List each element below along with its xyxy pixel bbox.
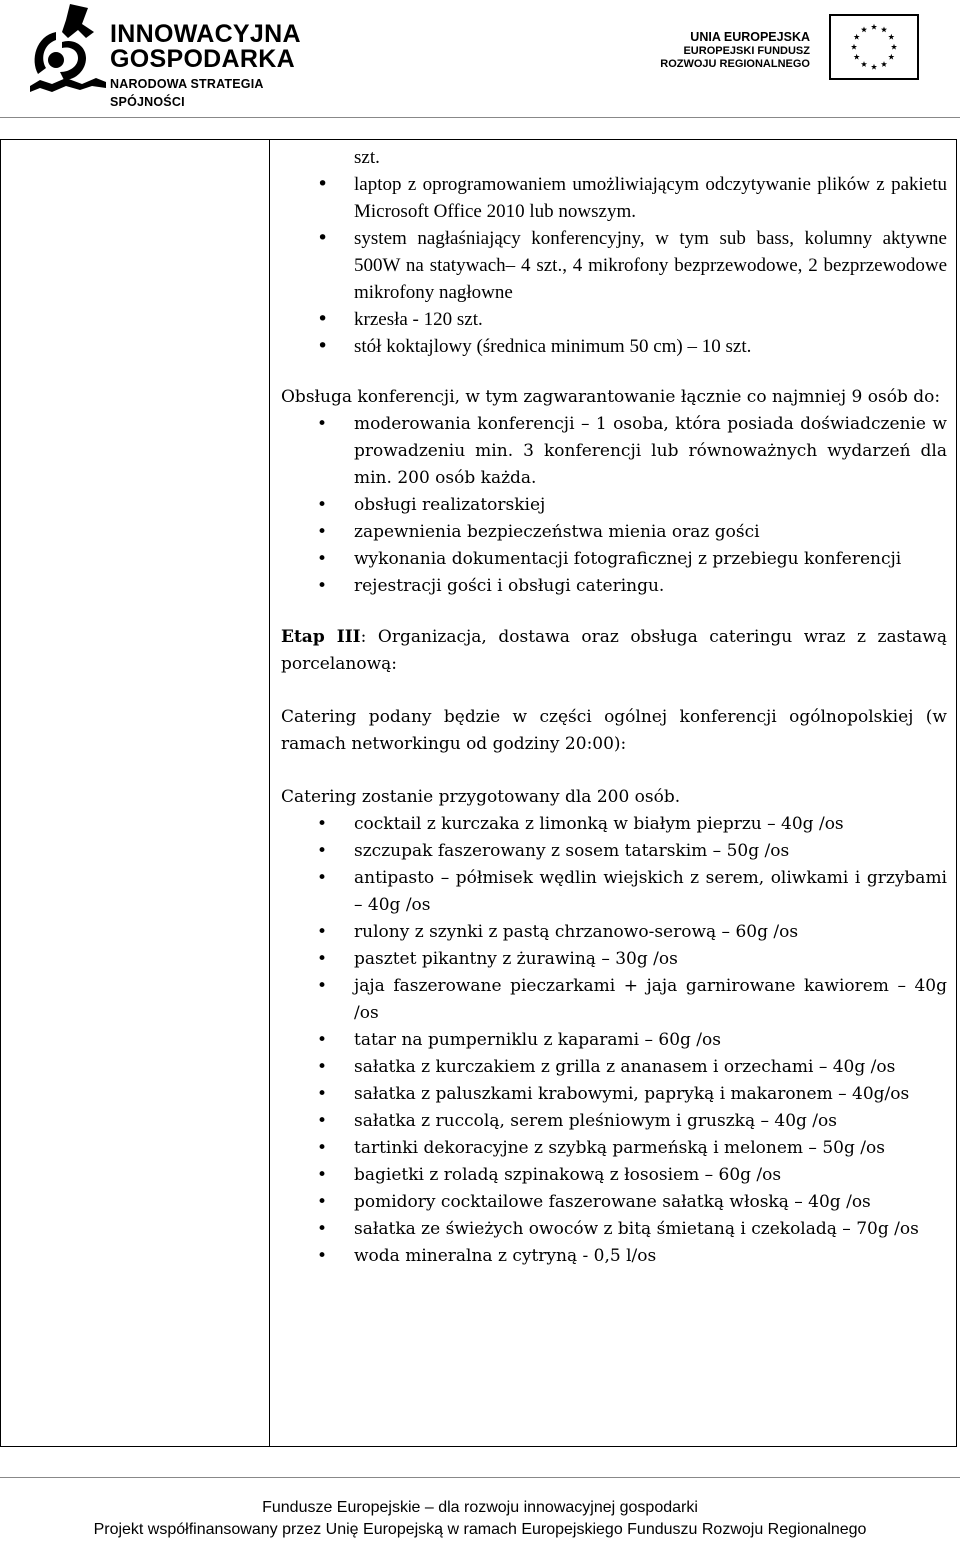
eu-line-unia: UNIA EUROPEJSKA [690, 30, 810, 44]
eu-line-rozwoju: ROZWOJU REGIONALNEGO [660, 58, 810, 70]
list-item: • antipasto – półmisek wędlin wiejskich z serem, oliwkami i grzybami – 40g /os [281, 865, 947, 919]
eu-star-icon [854, 34, 860, 40]
list-item: • tartinki dekoracyjne z szybką parmeńską i melonem – 50g /os [281, 1135, 947, 1162]
footer-line-cofinancing: Projekt współfinansowany przez Unię Europejską w ramach Europejskiego Funduszu Rozwoju Regionalnego [93, 1521, 867, 1538]
list-item: • zapewnienia bezpieczeństwa mienia oraz gości [281, 519, 947, 546]
eu-star-icon [854, 54, 860, 60]
logo-line-gospodarka: GOSPODARKA [110, 45, 295, 73]
eu-star-icon [888, 34, 894, 40]
menu-list [281, 811, 947, 1270]
eu-star-icon [861, 26, 867, 32]
list-item: • sałatka ze świeżych owoców z bitą śmietaną i czekoladą – 70g /os [281, 1216, 947, 1243]
specification-content [281, 144, 947, 1270]
eu-line-fundusz: EUROPEJSKI FUNDUSZ [683, 45, 810, 57]
list-item: • bagietki z roladą szpinakową z łososiem – 60g /os [281, 1162, 947, 1189]
eu-star-icon [871, 24, 877, 30]
eu-flag-icon [829, 14, 919, 80]
catering-scope: Catering podany będzie w części ogólnej konferencji ogólnopolskiej (w ramach networkingu od godziny 20:00): [281, 707, 947, 754]
list-item: • pasztet pikantny z żurawiną – 30g /os [281, 946, 947, 973]
page-footer [0, 1497, 960, 1541]
logo-line-innowacyjna: INNOWACYJNA [110, 20, 301, 48]
list-item: • szczupak faszerowany z sosem tatarskim – 50g /os [281, 838, 947, 865]
list-item: • moderowania konferencji – 1 osoba, która posiada doświadczenie w prowadzeniu min. 3 konferencji lub równoważnych wydarzeń dla min. 200 osób każda. [281, 411, 947, 492]
footer-line-funds: Fundusze Europejskie – dla rozwoju innowacyjnej gospodarki [262, 1499, 698, 1516]
innowacyjna-gospodarka-logo [26, 2, 316, 109]
innowacyjna-gospodarka-emblem-icon [26, 2, 110, 94]
list-item: • sałatka z kurczakiem z grilla z ananasem i orzechami – 40g /os [281, 1054, 947, 1081]
list-item: • system nagłaśniający konferencyjny, w tym sub bass, kolumny aktywne 500W na statywach– 4 szt., 4 mikrofony bezprzewodowe, 2 bezprzewodowe mikrofony nagłowne [281, 225, 947, 306]
list-item: • laptop z oprogramowaniem umożliwiającym odczytywanie plików z pakietu Microsoft Office 2010 lub nowszym. [281, 171, 947, 225]
list-item: • rejestracji gości i obsługi cateringu. [281, 573, 947, 600]
page-header [0, 0, 960, 109]
list-item: • sałatka z paluszkami krabowymi, papryką i makaronem – 40g/os [281, 1081, 947, 1108]
equipment-list [281, 171, 947, 360]
list-item: • krzesła - 120 szt. [281, 306, 947, 333]
eu-wordmark [660, 30, 810, 71]
list-item: • tatar na pumperniklu z kaparami – 60g /os [281, 1027, 947, 1054]
eu-star-icon [891, 44, 897, 50]
innowacyjna-gospodarka-wordmark [110, 22, 316, 111]
list-item: • sałatka z ruccolą, serem pleśniowym i gruszką – 40g /os [281, 1108, 947, 1135]
eu-star-icon [888, 54, 894, 60]
list-item: • pomidory cocktailowe faszerowane sałatką włoską – 40g /os [281, 1189, 947, 1216]
logo-line-strategia: NARODOWA STRATEGIA SPÓJNOŚCI [110, 77, 264, 109]
header-divider [0, 117, 960, 118]
catering-count: Catering zostanie przygotowany dla 200 osób. [281, 787, 681, 807]
eu-star-icon [881, 61, 887, 67]
list-item: • obsługi realizatorskiej [281, 492, 947, 519]
eu-star-icon [851, 44, 857, 50]
eu-star-icon [871, 64, 877, 70]
list-item: • woda mineralna z cytryną - 0,5 l/os [281, 1243, 947, 1270]
list-item: • jaja faszerowane pieczarkami + jaja garnirowane kawiorem – 40g /os [281, 973, 947, 1027]
eu-efrr-logo [660, 14, 930, 84]
list-item: • stół koktajlowy (średnica minimum 50 cm) – 10 szt. [281, 333, 947, 360]
eu-star-icon [881, 26, 887, 32]
footer-divider [0, 1477, 960, 1478]
staff-list [281, 411, 947, 600]
stage-label: Etap III [281, 627, 361, 647]
list-item: • cocktail z kurczaka z limonką w białym pieprzu – 40g /os [281, 811, 947, 838]
stage-text: : Organizacja, dostawa oraz obsługa cateringu wraz z zastawą porcelanową: [281, 627, 947, 674]
stage-heading [281, 624, 947, 678]
equipment-continuation: szt. [354, 147, 380, 168]
table-column-divider [269, 140, 270, 1446]
staff-intro: Obsługa konferencji, w tym zagwarantowanie łącznie co najmniej 9 osób do: [281, 387, 941, 407]
list-item: • wykonania dokumentacji fotograficznej z przebiegu konferencji [281, 546, 947, 573]
eu-star-icon [861, 61, 867, 67]
list-item: • rulony z szynki z pastą chrzanowo-serową – 60g /os [281, 919, 947, 946]
